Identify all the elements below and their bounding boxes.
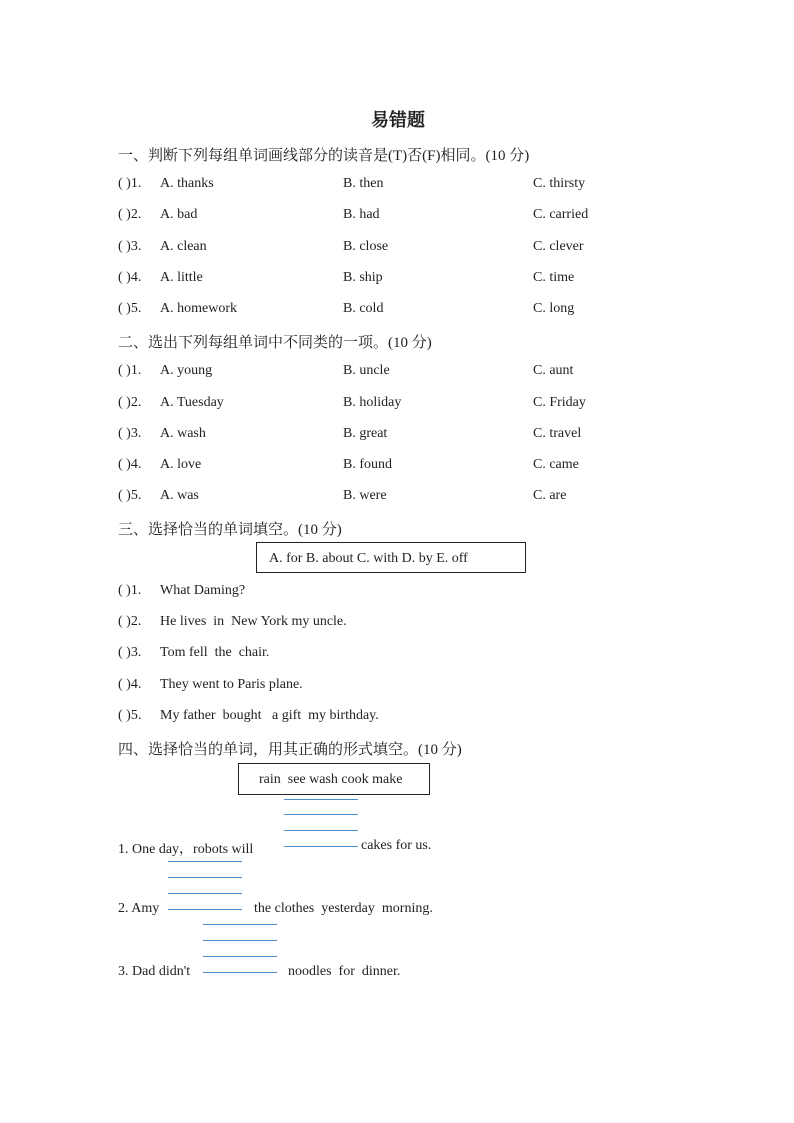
s2-item-5-option-a: A. was	[160, 488, 199, 503]
s4-item-3-suffix: noodles for dinner.	[288, 964, 401, 979]
section-1-heading: 一、判断下列每组单词画线部分的读音是(T)否(F)相同。(10 分)	[118, 148, 530, 164]
s4-item-3-prefix: 3. Dad didn't	[118, 964, 191, 979]
s2-item-3-option-b: B. great	[343, 426, 388, 441]
s4-item-1-blank-line-2	[284, 814, 358, 815]
s3-item-3-num[interactable]: ( )3.	[118, 645, 142, 660]
page-title: 易错题	[371, 110, 425, 130]
s1-item-5-option-a: A. homework	[160, 301, 237, 316]
s1-item-4-option-c: C. time	[533, 270, 575, 285]
s1-item-5-num[interactable]: ( )5.	[118, 301, 142, 316]
s1-item-2-option-c: C. carried	[533, 207, 589, 222]
s2-item-4-option-a: A. love	[160, 457, 202, 472]
s3-item-5-num[interactable]: ( )5.	[118, 708, 142, 723]
s2-item-2-option-c: C. Friday	[533, 395, 586, 410]
s3-item-3-text: Tom fell the chair.	[160, 645, 270, 660]
s3-item-1-num[interactable]: ( )1.	[118, 583, 142, 598]
s4-item-3-blank-line-1	[203, 924, 277, 925]
s2-item-4-option-b: B. found	[343, 457, 392, 472]
s4-item-2-suffix: the clothes yesterday morning.	[254, 901, 433, 916]
s1-item-5-option-b: B. cold	[343, 301, 384, 316]
s1-item-4-num[interactable]: ( )4.	[118, 270, 142, 285]
section-4-heading: 四、选择恰当的单词，用其正确的形式填空。(10 分)	[118, 742, 462, 758]
s2-item-1-option-c: C. aunt	[533, 363, 574, 378]
s1-item-2-num[interactable]: ( )2.	[118, 207, 142, 222]
s2-item-3-option-a: A. wash	[160, 426, 206, 441]
s1-item-1-num[interactable]: ( )1.	[118, 176, 142, 191]
s2-item-1-num[interactable]: ( )1.	[118, 363, 142, 378]
s3-item-2-num[interactable]: ( )2.	[118, 614, 142, 629]
s2-item-4-num[interactable]: ( )4.	[118, 457, 142, 472]
s1-item-1-option-a: A. thanks	[160, 176, 214, 191]
s4-item-2-answer-blank[interactable]	[168, 909, 242, 910]
s2-item-4-option-c: C. came	[533, 457, 579, 472]
s4-item-2-blank-line-3	[168, 893, 242, 894]
s4-item-2-prefix: 2. Amy	[118, 901, 160, 916]
section-3-word-bank: A. for B. about C. with D. by E. off	[256, 542, 526, 573]
s1-item-2-option-a: A. bad	[160, 207, 198, 222]
s2-item-1-option-a: A. young	[160, 363, 213, 378]
section-2-heading: 二、选出下列每组单词中不同类的一项。(10 分)	[118, 335, 432, 351]
s2-item-2-option-b: B. holiday	[343, 395, 402, 410]
s3-item-5-text: My father bought a gift my birthday.	[160, 708, 379, 723]
s4-item-1-blank-line-1	[284, 799, 358, 800]
s1-item-5-option-c: C. long	[533, 301, 575, 316]
s4-item-1-answer-blank[interactable]	[284, 846, 358, 847]
s4-item-1-prefix: 1. One day，robots will	[118, 842, 254, 857]
s1-item-3-option-c: C. clever	[533, 239, 584, 254]
s4-item-3-blank-line-3	[203, 956, 277, 957]
s3-item-4-text: They went to Paris plane.	[160, 677, 303, 692]
s4-item-3-blank-line-2	[203, 940, 277, 941]
s3-item-4-num[interactable]: ( )4.	[118, 677, 142, 692]
s2-item-5-num[interactable]: ( )5.	[118, 488, 142, 503]
s1-item-3-option-b: B. close	[343, 239, 389, 254]
s2-item-1-option-b: B. uncle	[343, 363, 390, 378]
s1-item-4-option-a: A. little	[160, 270, 203, 285]
s4-item-3-answer-blank[interactable]	[203, 972, 277, 973]
s2-item-2-num[interactable]: ( )2.	[118, 395, 142, 410]
s1-item-2-option-b: B. had	[343, 207, 380, 222]
s4-item-1-blank-line-3	[284, 830, 358, 831]
s4-item-2-blank-line-2	[168, 877, 242, 878]
s2-item-2-option-a: A. Tuesday	[160, 395, 224, 410]
section-4-word-bank: rain see wash cook make	[238, 763, 430, 795]
s1-item-3-option-a: A. clean	[160, 239, 207, 254]
s3-item-1-text: What Daming?	[160, 583, 246, 598]
s2-item-5-option-b: B. were	[343, 488, 387, 503]
s2-item-3-num[interactable]: ( )3.	[118, 426, 142, 441]
section-3-heading: 三、选择恰当的单词填空。(10 分)	[118, 522, 342, 538]
s2-item-5-option-c: C. are	[533, 488, 567, 503]
s1-item-4-option-b: B. ship	[343, 270, 383, 285]
s4-item-1-suffix: cakes for us.	[361, 838, 432, 853]
s3-item-2-text: He lives in New York my uncle.	[160, 614, 347, 629]
s1-item-3-num[interactable]: ( )3.	[118, 239, 142, 254]
s1-item-1-option-c: C. thirsty	[533, 176, 586, 191]
s1-item-1-option-b: B. then	[343, 176, 384, 191]
s2-item-3-option-c: C. travel	[533, 426, 582, 441]
s4-item-2-blank-line-1	[168, 861, 242, 862]
